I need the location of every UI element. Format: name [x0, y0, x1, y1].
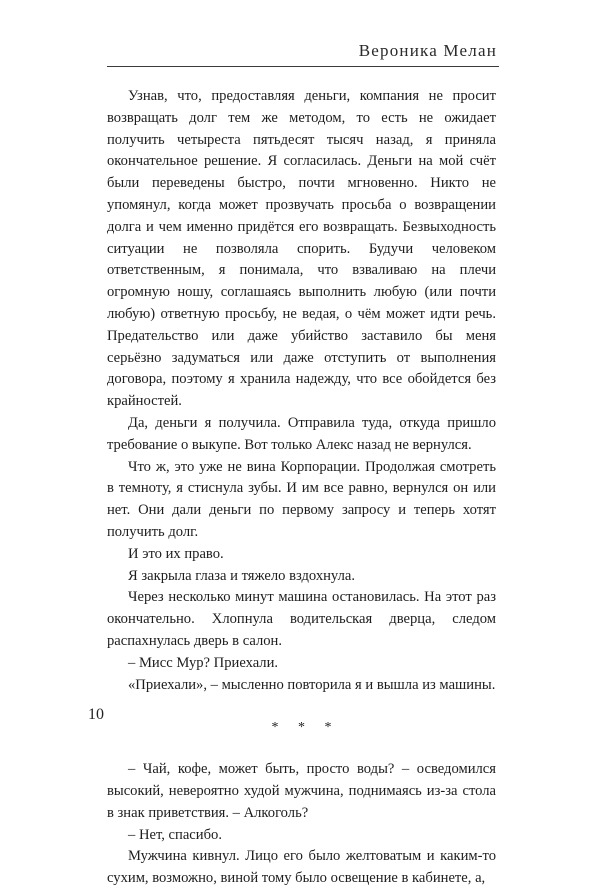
paragraph: – Мисс Мур? Приехали.: [128, 654, 279, 671]
paragraph: И это их право.: [128, 545, 224, 562]
paragraph: Что ж, это уже не вина Корпорации. Продолжая смотреть в темноту, я стиснула зубы. И им все равно, вернулся он или нет. Они дали деньги по первому запросу и теперь хотят получить долг.: [107, 458, 496, 540]
running-title: Вероника Мелан: [358, 41, 497, 60]
paragraph: Я закрыла глаза и тяжело вздохнула.: [128, 567, 355, 584]
page-body: [107, 86, 496, 890]
paragraph: Узнав, что, предоставляя деньги, компания не просит возвращать долг тем же методом, то есть не ожидает получить четыреста пятьдесят тысяч назад, я приняла окончательное решение. Я согласилась. Деньги на мой счёт были переведены быстро, почти мгновенно. Никто не упомянул, когда может прозвучать просьба о возвращении долга и чем именно придётся его возвращать. Безвыходность ситуации не позволяла спорить. Будучи человеком ответственным, я понимала, что взваливаю на плечи огромную ношу, соглашаясь выполнить любую (или почти любую) ответную просьбу, не ведая, о чём может идти речь. Предательство или даже убийство заставило бы меня серьёзно задуматься или даже отступить от выполнения договора, поэтому я хранила надежду, что все обойдется без крайностей.: [107, 88, 496, 410]
paragraph: Да, деньги я получила. Отправила туда, откуда пришло требование о выкупе. Вот только Алекс назад не вернулся.: [107, 414, 496, 453]
paragraph: Мужчина кивнул. Лицо его было желтоватым и каким-то сухим, возможно, виной тому было освещение в кабинете, а,: [107, 848, 496, 887]
paragraph: – Чай, кофе, может быть, просто воды? – осведомился высокий, невероятно худой мужчина, поднимаясь из-за стола в знак приветствия. – Алкоголь?: [107, 761, 496, 821]
header-rule: [107, 66, 499, 67]
paragraph: – Нет, спасибо.: [128, 826, 222, 843]
paragraph: Через несколько минут машина остановилась. На этот раз окончательно. Хлопнула водительская дверца, следом распахнулась дверь в салон.: [107, 589, 496, 649]
paragraph: «Приехали», – мысленно повторила я и вышла из машины.: [128, 676, 496, 693]
page-number: 10: [88, 706, 104, 723]
section-separator: * * *: [271, 720, 340, 736]
